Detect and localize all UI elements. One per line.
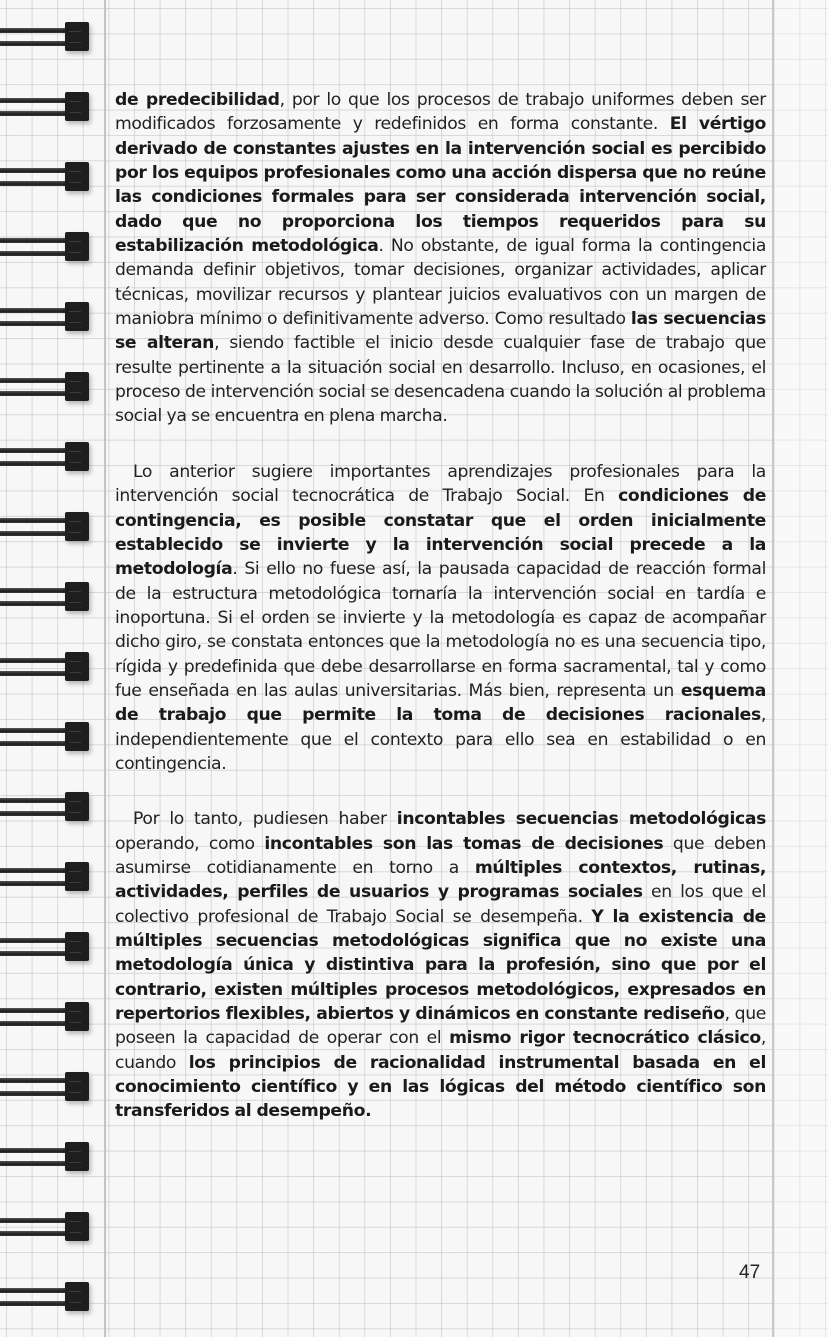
text-run: , que poseen la capacidad de operar con el bbox=[115, 1004, 767, 1049]
paragraph bbox=[115, 460, 766, 776]
bold-text: esquema de trabajo que permite la toma de decisiones racionales bbox=[115, 680, 766, 726]
text-run: . Si ello no fuese así, la pausada capacidad de reacción formal de la estructura metodológica tornaría la intervención social en tardía e inoportuna. Si el orden se invierte y la metodología es capaz de acompañar dicho giro, se constata entonces que la metodología no es una secuencia tipo, rígida y predefinida que debe desarrollarse en forma sacramental, tal y como fue enseñada en las aulas universitarias. Más bien, representa un bbox=[115, 559, 766, 701]
paragraph bbox=[115, 807, 766, 1123]
binding-ring-icon bbox=[0, 302, 92, 332]
binding-ring-icon bbox=[0, 1142, 92, 1172]
bold-text: El vértigo derivado de constantes ajustes en la intervención social es percibido por los equipos profesionales como una acción dispersa que no reúne las condiciones formales para ser considerada intervención social, dado que no proporciona los tiempos requeridos para su estabilización metodológica bbox=[115, 114, 767, 257]
bold-text: múltiples contextos, rutinas, actividades, perfiles de usuarios y programas sociales bbox=[115, 857, 766, 903]
left-margin-line bbox=[104, 0, 106, 1337]
text-run: , independientemente que el contexto para ello sea en estabilidad o en contingencia. bbox=[115, 705, 766, 774]
binding-ring-icon bbox=[0, 722, 92, 752]
text-run: , cuando bbox=[115, 1028, 766, 1073]
text-run: que deben asumirse cotidianamente en torno a bbox=[115, 833, 766, 878]
binding-ring-icon bbox=[0, 1212, 92, 1242]
text-run: , siendo factible el inicio desde cualquier fase de trabajo que resulte pertinente a la situación social en desarrollo. Incluso, en ocasiones, el proceso de intervención social se desencadena cuando la solución al problema social ya se encuentra en plena marcha. bbox=[115, 333, 766, 427]
body-text bbox=[115, 88, 766, 1124]
binding-ring-icon bbox=[0, 862, 92, 892]
bold-text: condiciones de contingencia, es posible constatar que el orden inicialmente establecido se invierte y la intervención social precede a la metodología bbox=[115, 486, 766, 580]
binding-ring-icon bbox=[0, 372, 92, 402]
bold-text: incontables secuencias metodológicas bbox=[396, 809, 766, 830]
paragraph bbox=[115, 88, 766, 429]
text-run: Por lo tanto, pudiesen haber bbox=[133, 809, 397, 830]
binding-ring-icon bbox=[0, 1002, 92, 1032]
binding-ring-icon bbox=[0, 792, 92, 822]
binding-ring-icon bbox=[0, 1072, 92, 1102]
right-margin-area bbox=[774, 0, 828, 1337]
page-number: 47 bbox=[739, 1262, 761, 1283]
text-run: , por lo que los procesos de trabajo uniformes deben ser modificados forzosamente y redefinidos en forma constante. bbox=[115, 90, 766, 135]
text-run: . No obstante, de igual forma la contingencia demanda definir objetivos, tomar decisiones, organizar actividades, aplicar técnicas, movilizar recursos y plantear juicios evaluativos con un margen de maniobra mínimo o definitivamente adverso. Como resultado bbox=[115, 236, 766, 330]
text-run: en los que el colectivo profesional de Trabajo Social se desempeña. bbox=[115, 882, 766, 927]
bold-text: los principios de racionalidad instrumental basada en el conocimiento científico y en las lógicas del método científico son transferidos al desempeño. bbox=[115, 1052, 767, 1122]
binding-ring-icon bbox=[0, 232, 92, 262]
binding-ring-icon bbox=[0, 1282, 92, 1312]
bold-text: Y la existencia de múltiples secuencias metodológicas significa que no existe una metodología única y distintiva para la profesión, sino que por el contrario, existen múltiples procesos metodológicos, expresados en repertorios flexibles, abiertos y dinámicos en constante rediseño bbox=[115, 906, 766, 1025]
binding-ring-icon bbox=[0, 162, 92, 192]
binding-ring-icon bbox=[0, 22, 92, 52]
binding-ring-icon bbox=[0, 652, 92, 682]
bold-text: las secuencias se alteran bbox=[115, 309, 766, 354]
binding-ring-icon bbox=[0, 582, 92, 612]
binding-ring-icon bbox=[0, 442, 92, 472]
text-run: Lo anterior sugiere importantes aprendizajes profesionales para la intervención social tecnocrática de Trabajo Social. En bbox=[115, 461, 766, 507]
binding-ring-icon bbox=[0, 932, 92, 962]
text-run: operando, como bbox=[115, 833, 265, 854]
binding-ring-icon bbox=[0, 512, 92, 542]
bold-text: mismo rigor tecnocrático clásico bbox=[449, 1028, 761, 1049]
binding-ring-icon bbox=[0, 92, 92, 122]
bold-text: incontables son las tomas de decisiones bbox=[264, 833, 664, 854]
bold-text: de predecibilidad bbox=[115, 90, 280, 110]
